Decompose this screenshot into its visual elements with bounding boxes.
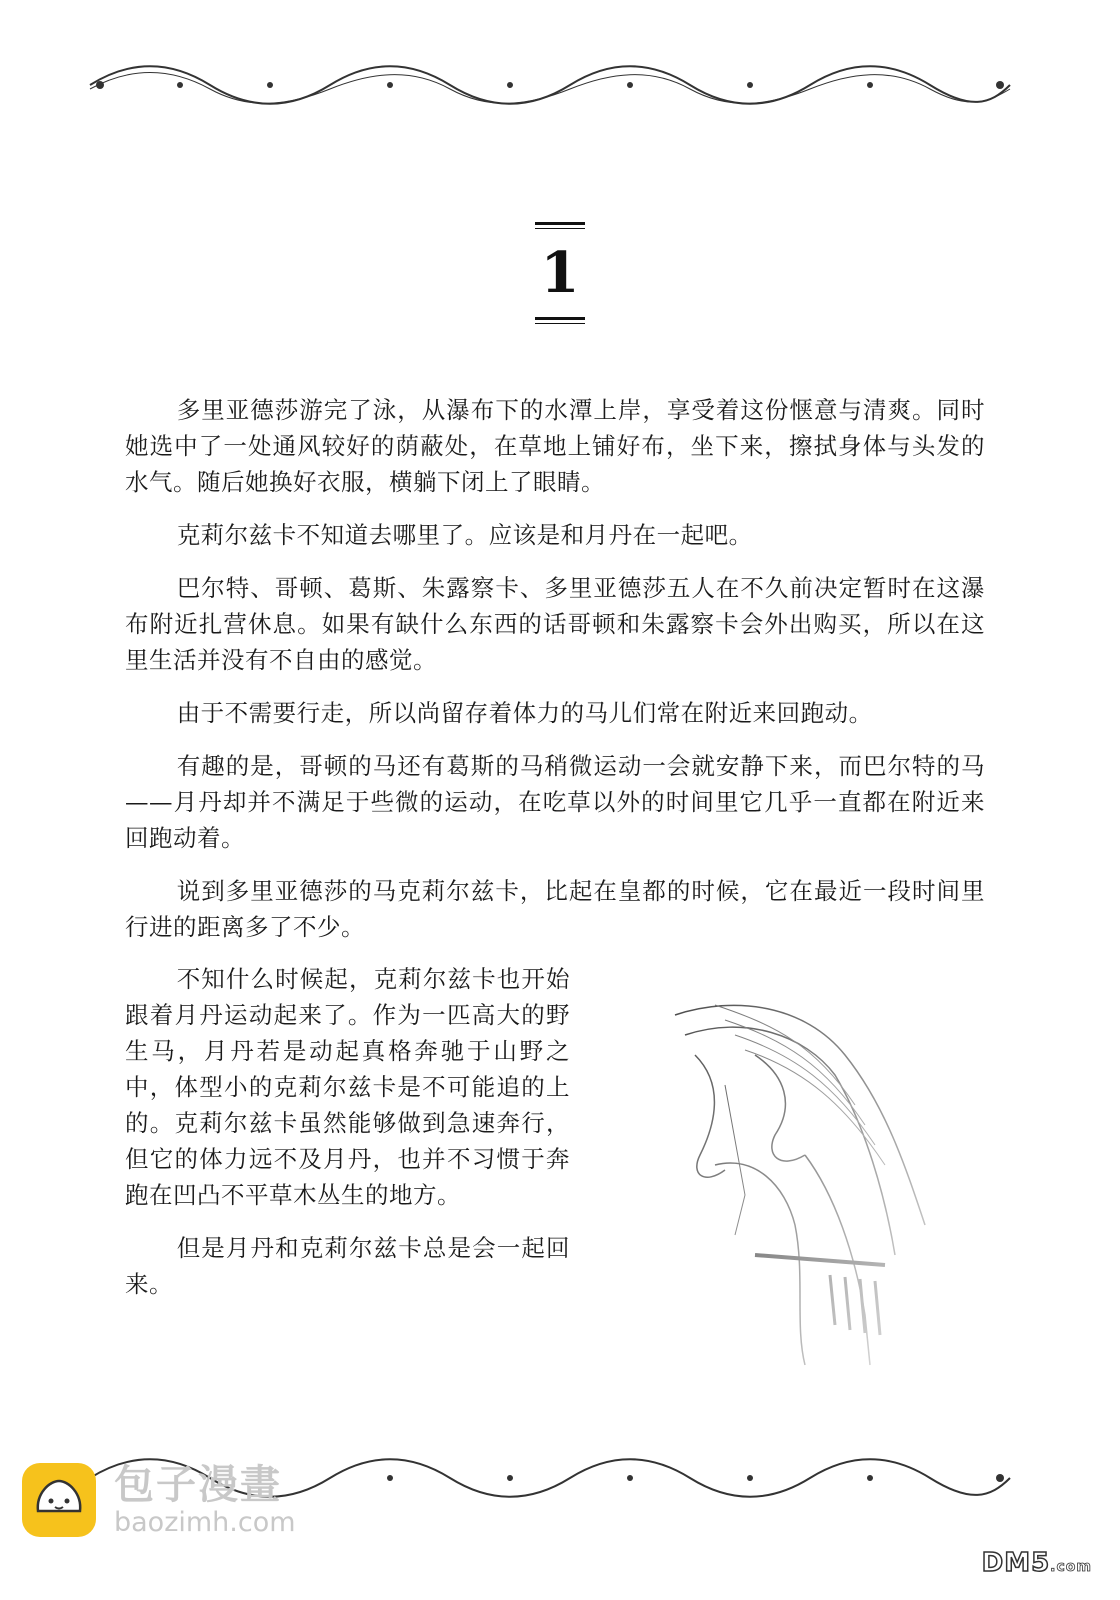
dm5-suffix: .com [1050,1559,1092,1575]
chapter-number: 1 [540,240,580,306]
paragraph: 但是月丹和克莉尔兹卡总是会一起回来。 [125,1234,570,1298]
bun-logo-icon [22,1463,96,1537]
paragraph: 克莉尔兹卡不知道去哪里了。应该是和月丹在一起吧。 [176,521,753,549]
paragraph: 有趣的是，哥顿的马还有葛斯的马稍微运动一会就安静下来，而巴尔特的马——月丹却并不满足于些微的运动，在吃草以外的时间里它几乎一直都在附近来回跑动着。 [125,752,985,852]
chapter-heading [0,222,1120,324]
dm5-brand: DM5 [981,1548,1051,1578]
top-ornament-border [70,55,1030,115]
watermark-url: baozimh.com [114,1507,296,1538]
paragraph: 不知什么时候起，克莉尔兹卡也开始跟着月丹运动起来了。作为一匹高大的野生马，月丹若是动起真格奔驰于山野之中，体型小的克莉尔兹卡是不可能追的上的。克莉尔兹卡虽然能够做到急速奔行，但它的体力远不及月丹，也并不习惯于奔跑在凹凸不平草木丛生的地方。 [125,965,570,1209]
paragraph: 由于不需要行走，所以尚留存着体力的马儿们常在附近来回跑动。 [176,699,873,727]
narrow-text-column [125,961,570,1319]
paragraph: 巴尔特、哥顿、葛斯、朱露察卡、多里亚德莎五人在不久前决定暂时在这瀑布附近扎营休息。如果有缺什么东西的话哥顿和朱露察卡会外出购买，所以在这里生活并没有不自由的感觉。 [125,574,985,674]
chapter-rule-top [535,222,585,229]
body-text [125,392,985,962]
paragraph: 多里亚德莎游完了泳，从瀑布下的水潭上岸，享受着这份惬意与清爽。同时她选中了一处通风较好的荫蔽处，在草地上铺好布，坐下来，擦拭身体与头发的水气。随后她换好衣服，横躺下闭上了眼睛。 [125,396,985,496]
baozimh-watermark [22,1462,296,1538]
horse-illustration [655,995,955,1375]
chapter-rule-bottom [535,317,585,324]
dm5-watermark [982,1548,1092,1578]
watermark-name: 包子漫畫 [114,1462,282,1508]
paragraph: 说到多里亚德莎的马克莉尔兹卡，比起在皇都的时候，它在最近一段时间里行进的距离多了不少。 [125,877,985,941]
